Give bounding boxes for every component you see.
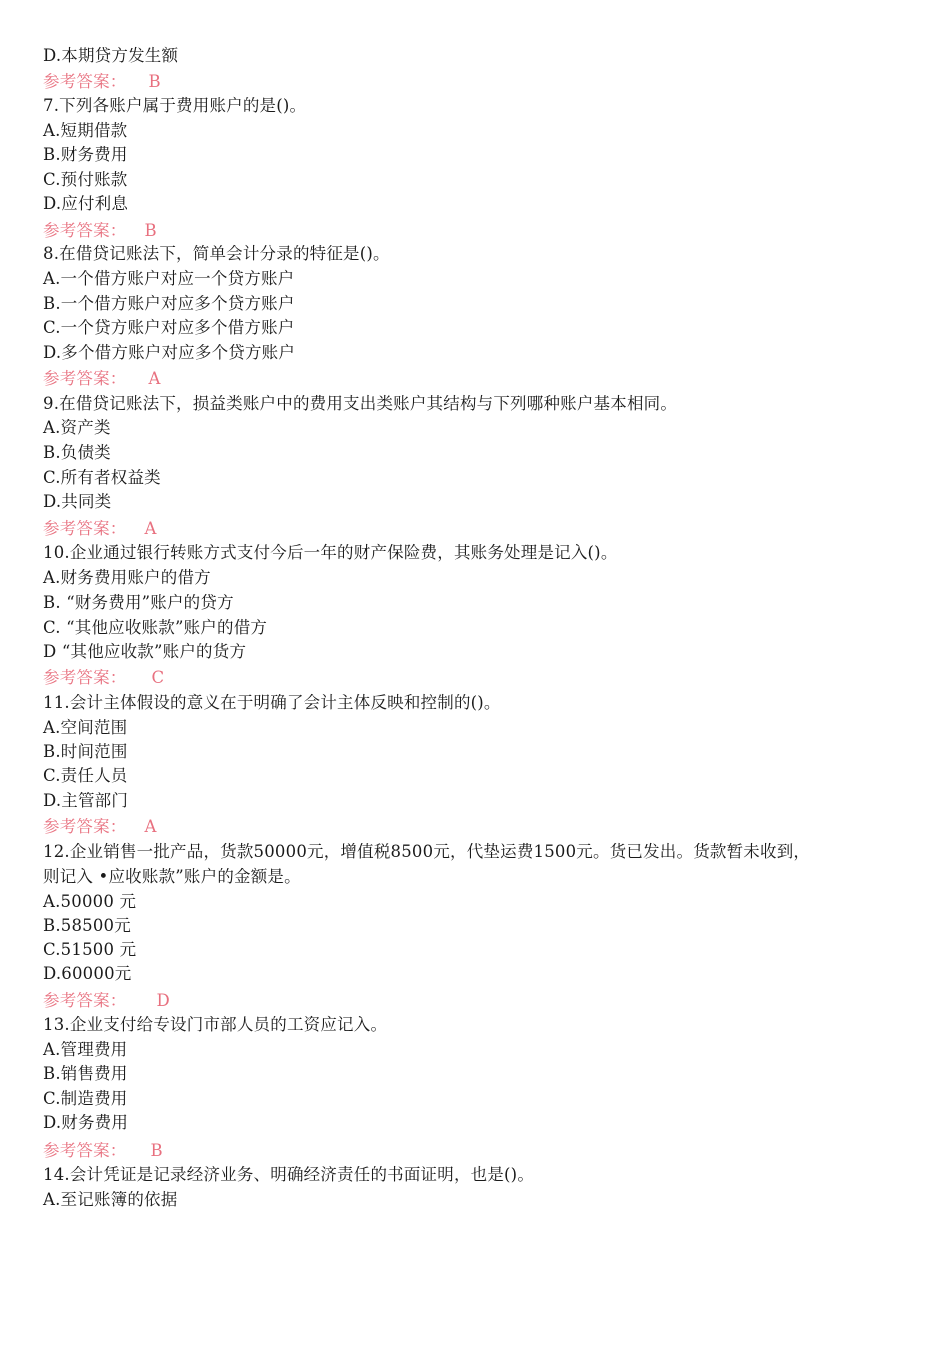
text-line: D “其他应收款”账户的货方 [43,642,247,661]
answer-value: D [156,991,170,1010]
answer-value: B [148,72,161,91]
text-line: C.责任人员 [43,766,128,785]
answer-line [43,989,170,1013]
answer-value: A [144,519,157,538]
answer-line [43,815,157,839]
text-line: 8.在借贷记账法下，简单会计分录的特征是()。 [43,244,390,263]
text-line: C.一个贷方账户对应多个借方账户 [43,318,295,337]
answer-line [43,517,157,541]
text-line: D.应付利息 [43,194,129,213]
answer-label: 参考答案： [43,1141,127,1160]
answer-value: C [151,668,165,687]
answer-value: A [148,369,161,388]
answer-line [43,70,161,94]
text-line: D.本期贷方发生额 [43,46,179,65]
text-line: 9.在借贷记账法下，损益类账户中的费用支出类账户其结构与下列哪种账户基本相同。 [43,394,678,413]
answer-label: 参考答案： [43,991,127,1010]
text-line: A.管理费用 [43,1040,128,1059]
answer-line [43,666,164,690]
text-line: D.多个借方账户对应多个贷方账户 [43,343,296,362]
text-line: C.所有者权益类 [43,468,161,487]
text-line: A.至记账簿的依据 [43,1190,178,1209]
text-line: C.51500 元 [43,940,137,959]
text-line: B.财务费用 [43,145,128,164]
text-line: 13.企业支付给专设门市部人员的工资应记入。 [43,1015,388,1034]
answer-label: 参考答案： [43,668,127,687]
text-line: D.60000元 [43,964,132,983]
text-line: A.资产类 [43,418,111,437]
answer-value: B [144,221,157,240]
text-line: 7.下列各账户属于费用账户的是()。 [43,96,307,115]
text-line: C.预付账款 [43,170,128,189]
text-line: 14.会计凭证是记录经济业务、明确经济责任的书面证明，也是()。 [43,1165,535,1184]
answer-value: A [144,817,157,836]
text-line: B. “财务费用”账户的贷方 [43,593,234,612]
text-line: B.时间范围 [43,742,128,761]
text-line: A.50000 元 [43,892,137,911]
text-line: C. “其他应收账款”账户的借方 [43,618,268,637]
text-line: A.空间范围 [43,718,128,737]
answer-line [43,219,157,243]
text-line: 12.企业销售一批产品，货款50000元，增值税8500元，代垫运费1500元。货已发出。货款暂未收到， [43,842,811,861]
text-line: A.财务费用账户的借方 [43,568,211,587]
text-line: D.共同类 [43,492,112,511]
text-line: A.一个借方账户对应一个贷方账户 [43,269,295,288]
text-line: B.销售费用 [43,1064,128,1083]
answer-value: B [150,1141,163,1160]
text-line: D.财务费用 [43,1113,129,1132]
answer-label: 参考答案： [43,221,127,240]
text-line: B.一个借方账户对应多个贷方账户 [43,294,295,313]
text-line: D.主管部门 [43,791,129,810]
text-line: A.短期借款 [43,121,128,140]
text-line: B.负债类 [43,443,111,462]
answer-line [43,1139,163,1163]
answer-line [43,367,161,391]
answer-label: 参考答案： [43,519,127,538]
answer-label: 参考答案： [43,72,127,91]
answer-label: 参考答案： [43,369,127,388]
text-line: B.58500元 [43,916,131,935]
text-line: 则记入 •应收账款”账户的金额是。 [43,867,301,886]
text-line: 10.企业通过银行转账方式支付今后一年的财产保险费，其账务处理是记入()。 [43,543,618,562]
text-line: 11.会计主体假设的意义在于明确了会计主体反映和控制的()。 [43,693,501,712]
text-line: C.制造费用 [43,1089,128,1108]
answer-label: 参考答案： [43,817,127,836]
